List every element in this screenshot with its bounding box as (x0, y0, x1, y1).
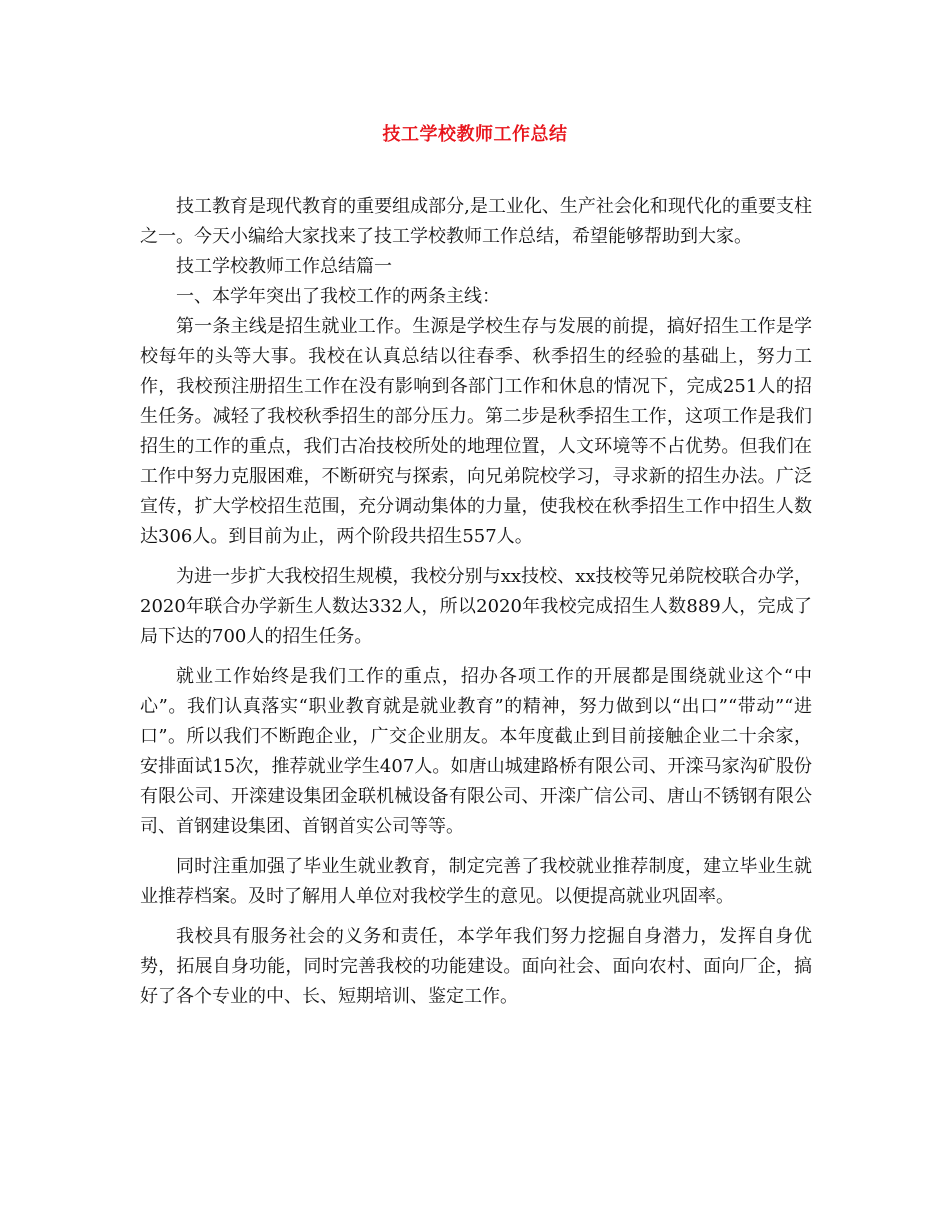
paragraph-enrollment: 第一条主线是招生就业工作。生源是学校生存与发展的前提，搞好招生工作是学校每年的头等大事。我校在认真总结以往春季、秋季招生的经验的基础上，努力工作，我校预注册招生工作在没有影响到各部门工作和休息的情况下，完成251人的招生任务。减轻了我校秋季招生的部分压力。第二步是秋季招生工作，这项工作是我们招生的工作的重点，我们古冶技校所处的地理位置，人文环境等不占优势。但我们在工作中努力克服困难，不断研究与探索，向兄弟院校学习，寻求新的招生办法。广泛宣传，扩大学校招生范围，充分调动集体的力量，使我校在秋季招生工作中招生人数达306人。到目前为止，两个阶段共招生557人。 (140, 316, 812, 547)
paragraph-joint-schooling: 为进一步扩大我校招生规模，我校分别与xx技校、xx技校等兄弟院校联合办学，2020年联合办学新生人数达332人，所以2020年我校完成招生人数889人，完成了局下达的700人的招生任务。 (140, 566, 812, 647)
document-title: 技工学校教师工作总结 (382, 124, 568, 145)
paragraph-intro: 技工教育是现代教育的重要组成部分,是工业化、生产社会化和现代化的重要支柱之一。今天小编给大家找来了技工学校教师工作总结，希望能够帮助到大家。 (140, 196, 812, 247)
paragraph-employment: 就业工作始终是我们工作的重点，招办各项工作的开展都是围绕就业这个“中心”。我们认真落实“职业教育就是就业教育”的精神，努力做到以“出口”“带动”“进口”。所以我们不断跑企业，广交企业朋友。本年度截止到目前接触企业二十余家，安排面试15次，推荐就业学生407人。如唐山城建路桥有限公司、开滦马家沟矿股份有限公司、开滦建设集团金联机械设备有限公司、开滦广信公司、唐山不锈钢有限公司、首钢建设集团、首钢首实公司等等。 (140, 666, 812, 837)
paragraph-social-service: 我校具有服务社会的义务和责任，本学年我们努力挖掘自身潜力，发挥自身优势，拓展自身功能，同时完善我校的功能建设。面向社会、面向农村、面向厂企，搞好了各个专业的中、长、短期培训、鉴定工作。 (140, 926, 812, 1007)
document-body (140, 192, 812, 1012)
paragraph-section-heading: 技工学校教师工作总结篇一 (176, 256, 392, 277)
paragraph-main-lines: 一、本学年突出了我校工作的两条主线： (176, 286, 500, 307)
paragraph-employment-education: 同时注重加强了毕业生就业教育，制定完善了我校就业推荐制度，建立毕业生就业推荐档案。及时了解用人单位对我校学生的意见。以便提高就业巩固率。 (140, 856, 812, 907)
